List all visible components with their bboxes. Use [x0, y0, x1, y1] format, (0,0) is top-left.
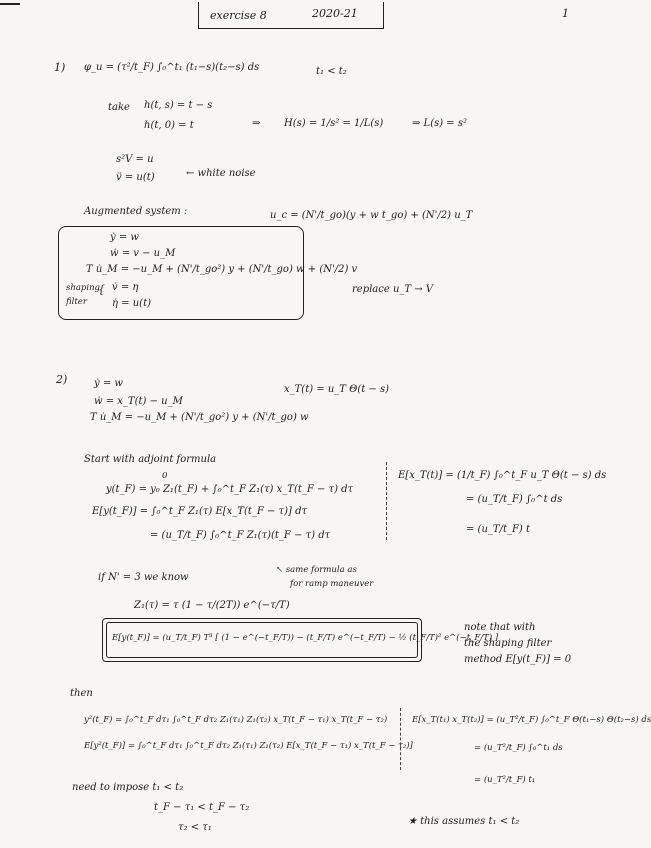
shaping-line-1: v̇ = η: [112, 282, 139, 293]
page-edge-mark: [0, 3, 20, 5]
section2-line-1: ẏ = w: [94, 378, 123, 389]
same-formula-note-1: ↖ same formula as: [276, 565, 357, 575]
augmented-label: Augmented system :: [84, 206, 188, 217]
section2-number: 2): [56, 373, 68, 386]
section1-condition: t₁ < t₂: [316, 66, 347, 77]
Exx-line-3: = (u_T²/t_F) t₁: [474, 775, 536, 785]
section2-line-2: ẇ = x_T(t) − u_M: [94, 396, 183, 407]
implies-arrow: ⇒: [252, 118, 261, 129]
divider-lower: [400, 708, 401, 770]
Ey2-tF-equation: E[y²(t_F)] = ∫₀^t_F dτ₁ ∫₀^t_F dτ₂ Z₁(τ₁) Z₁(τ₂) E[x_T(t_F − τ₁) x_T(t_F − τ₂)]: [84, 741, 413, 751]
adjoint-intro: Start with adjoint formula: [84, 454, 217, 465]
replace-note: replace u_T → V: [352, 284, 434, 295]
header-title: exercise 8: [210, 9, 267, 22]
impose-line-3: τ₂ < τ₁: [178, 822, 212, 833]
h-zero: h(t, 0) = t: [144, 120, 194, 131]
uc-equation: u_c = (N'/t_go)(y + w t_go) + (N'/2) u_T: [270, 210, 473, 221]
Ey-result: E[y(t_F)] = (u_T/t_F) T³ [ (1 − e^(−t_F/T)) − (t_F/T) e^(−t_F/T) − ½ (t_F/T)² e^(−t_F/T) ]: [112, 633, 499, 643]
h-definition: h(t, s) = t − s: [144, 100, 213, 111]
ExT-line-3: = (u_T/t_F) t: [466, 524, 530, 535]
shaping-line-2: η̇ = u(t): [112, 298, 151, 309]
take-label: take: [108, 102, 130, 113]
ExT-line-1: E[x_T(t)] = (1/t_F) ∫₀^t_F u_T Θ(t − s) ds: [398, 470, 607, 481]
assumes-note: ★ this assumes t₁ < t₂: [408, 816, 520, 827]
y-tF-equation: y(t_F) = y₀ Z₁(t_F) + ∫₀^t_F Z₁(τ) x_T(t_F − τ) dτ: [106, 484, 354, 495]
system-line-2: ẇ = v − u_M: [110, 248, 176, 259]
divider-upper: [386, 462, 387, 540]
transfer-function: H(s) = 1/s² = 1/L(s): [284, 118, 384, 129]
Exx-line-2: = (u_T²/t_F) ∫₀^t₁ ds: [474, 743, 563, 753]
v-ddot-equation: v̈ = u(t): [116, 172, 155, 183]
system-line-3: T u̇_M = −u_M + (N'/t_go²) y + (N'/t_go) w + (N'/2) v: [86, 264, 358, 275]
shaping-note-2: the shaping filter: [464, 638, 552, 649]
page-number: 1: [562, 7, 569, 20]
system-line-1: ẏ = w: [110, 232, 139, 243]
section1-phi-equation: φ_u = (τ²/t_F) ∫₀^t₁ (t₁−s)(t₂−s) ds: [84, 62, 260, 73]
section2-line-3: T u̇_M = −u_M + (N'/t_go²) y + (N'/t_go) w: [90, 412, 309, 423]
Ey-expand: = (u_T/t_F) ∫₀^t_F Z₁(τ)(t_F − τ) dτ: [150, 530, 331, 541]
if-N-note: if N' = 3 we know: [98, 572, 189, 583]
impose-line-2: t_F − τ₁ < t_F − τ₂: [154, 802, 250, 813]
filter-label: filter: [66, 297, 87, 307]
white-noise-note: ← white noise: [186, 168, 256, 179]
L-of-s: ⇒ L(s) = s²: [412, 118, 468, 129]
Ey-tF-equation: E[y(t_F)] = ∫₀^t_F Z₁(τ) E[x_T(t_F − τ)] dτ: [92, 506, 308, 517]
y2-tF-equation: y²(t_F) = ∫₀^t_F dτ₁ ∫₀^t_F dτ₂ Z₁(τ₁) Z₁(τ₂) x_T(t_F − τ₁) x_T(t_F − τ₂): [84, 715, 388, 725]
shaping-note-3: method E[y(t_F)] = 0: [464, 654, 572, 665]
impose-line-1: need to impose t₁ < t₂: [72, 782, 184, 793]
same-formula-note-2: for ramp maneuver: [290, 579, 374, 589]
s2v-equation: s²V = u: [116, 154, 154, 165]
shaping-label: shaping: [66, 283, 100, 293]
Z1-equation: Z₁(τ) = τ (1 − τ/(2T)) e^(−τ/T): [134, 600, 290, 611]
header-year: 2020-21: [312, 7, 358, 20]
zero-mark: 0: [162, 471, 168, 481]
shaping-note-1: note that with: [464, 622, 536, 633]
shaping-brace: {: [98, 283, 105, 296]
Exx-line-1: E[x_T(t₁) x_T(t₂)] = (u_T²/t_F) ∫₀^t_F Θ(t₁−s) Θ(t₂−s) ds: [412, 715, 651, 725]
xT-definition: x_T(t) = u_T Θ(t − s): [284, 384, 390, 395]
ExT-line-2: = (u_T/t_F) ∫₀^t ds: [466, 494, 563, 505]
section1-number: 1): [54, 61, 66, 74]
then-label: then: [70, 688, 93, 699]
